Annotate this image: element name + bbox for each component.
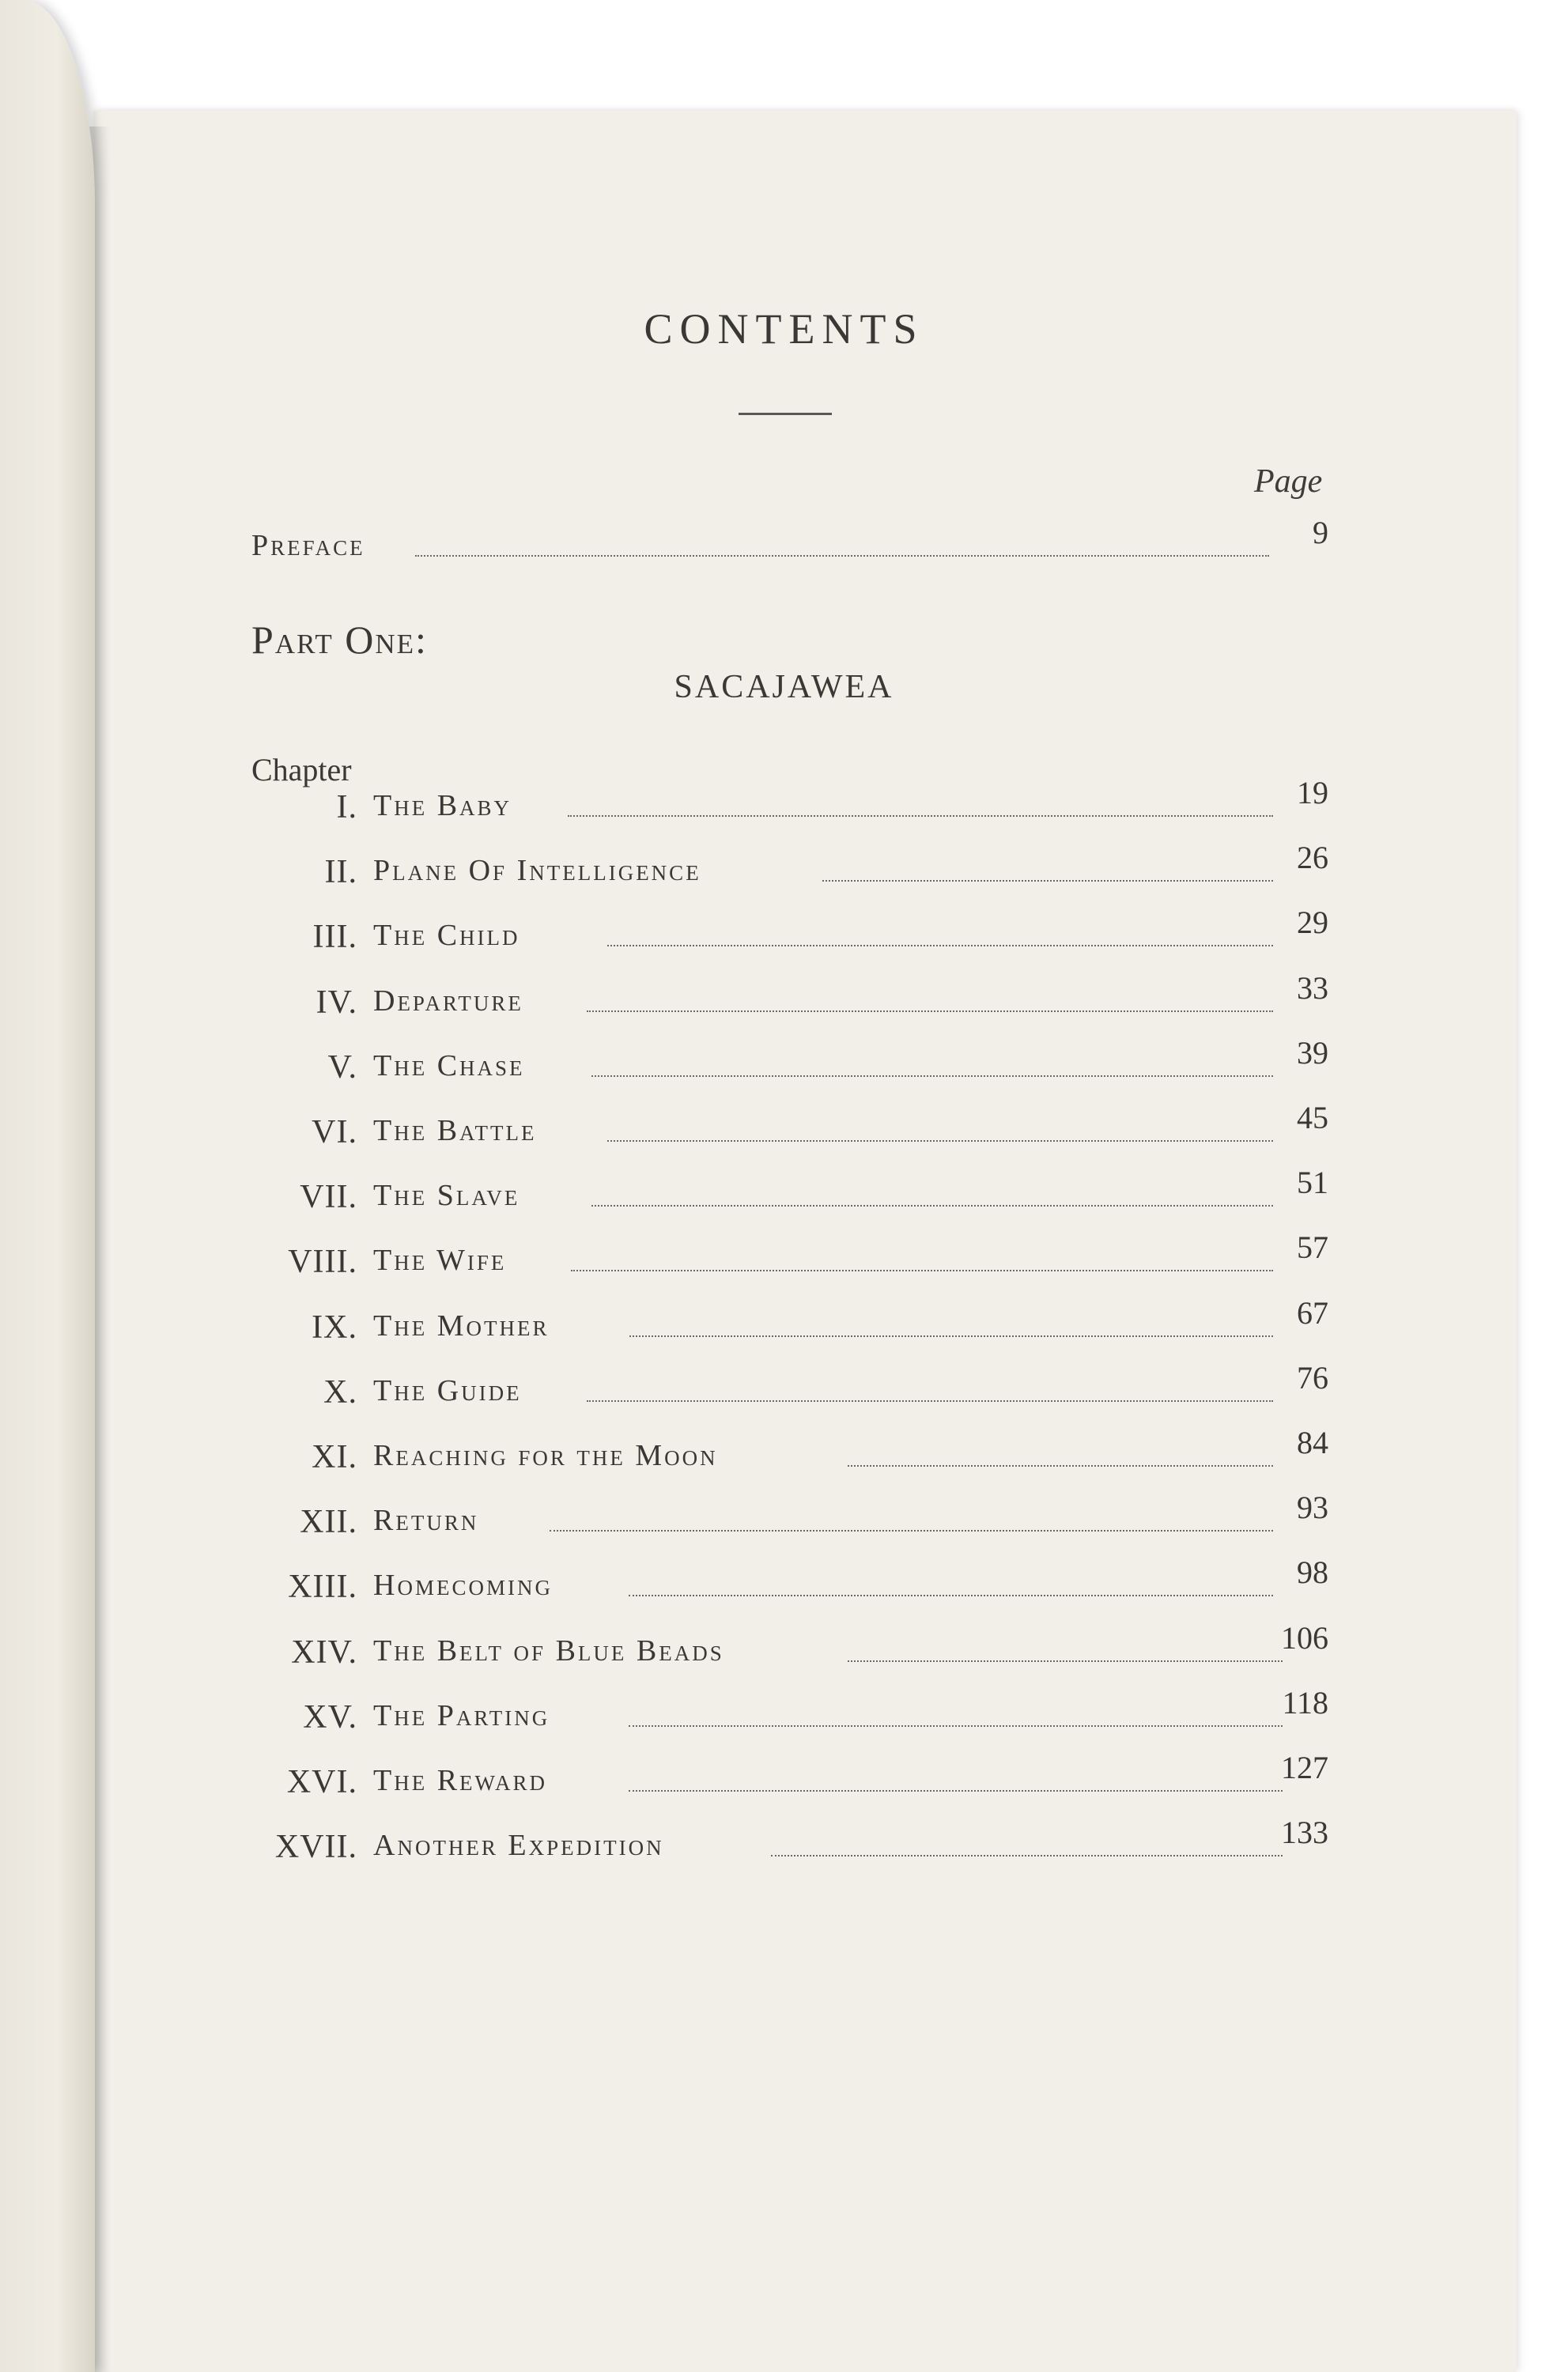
- dotted-leader: [591, 1205, 1273, 1207]
- part-label: Part One:: [251, 618, 428, 662]
- toc-chapter-number: VI.: [312, 1114, 357, 1150]
- toc-entry-title: The Belt of Blue Beads: [373, 1634, 724, 1668]
- toc-row: [0, 1684, 1568, 1743]
- toc-row: [0, 1359, 1568, 1418]
- toc-entry-title: The Child: [373, 919, 520, 953]
- toc-entry-page: 26: [1297, 840, 1328, 876]
- toc-entry-title: The Parting: [373, 1698, 550, 1732]
- toc-entry-title: The Reward: [373, 1764, 548, 1797]
- toc-entry-title: The Baby: [373, 789, 512, 822]
- toc-entry-page: 76: [1297, 1359, 1328, 1396]
- toc-entry-page: 51: [1297, 1165, 1328, 1201]
- chapter-column-label: Chapter: [251, 752, 352, 788]
- dotted-leader: [629, 1335, 1273, 1337]
- page-column-label: Page: [1254, 463, 1323, 500]
- toc-row: [0, 1619, 1568, 1678]
- toc-entry-title: Preface: [251, 529, 365, 562]
- dotted-leader: [415, 555, 1269, 557]
- dotted-leader: [848, 1465, 1273, 1467]
- toc-row: [0, 775, 1568, 833]
- toc-chapter-number: XI.: [312, 1439, 357, 1475]
- page-title: CONTENTS: [644, 305, 924, 353]
- toc-chapter-number: IX.: [312, 1309, 357, 1346]
- toc-chapter-number: II.: [324, 854, 357, 891]
- toc-row: [0, 1815, 1568, 1872]
- dotted-leader: [822, 880, 1273, 882]
- toc-chapter-number: X.: [323, 1373, 357, 1411]
- toc-entry-page: 106: [1281, 1619, 1328, 1656]
- dotted-leader: [568, 815, 1273, 817]
- toc-entry-title: The Chase: [373, 1048, 525, 1082]
- toc-entry-title: The Mother: [373, 1309, 550, 1343]
- toc-row: [0, 1490, 1568, 1547]
- toc-chapter-number: VIII.: [288, 1244, 357, 1281]
- toc-chapter-number: VII.: [300, 1179, 357, 1216]
- toc-chapter-number: III.: [312, 919, 357, 956]
- toc-entry-title: The Slave: [373, 1179, 520, 1213]
- dotted-leader: [771, 1855, 1283, 1856]
- toc-row-preface: [0, 515, 1568, 572]
- toc-chapter-number: V.: [327, 1048, 357, 1086]
- toc-row: [0, 969, 1568, 1028]
- toc-chapter-number: I.: [336, 789, 357, 825]
- toc-chapter-number: XVII.: [274, 1829, 357, 1866]
- toc-entry-title: The Battle: [373, 1114, 537, 1147]
- toc-chapter-number: XIII.: [288, 1569, 357, 1606]
- toc-chapter-number: IV.: [315, 984, 357, 1021]
- toc-entry-page: 45: [1297, 1100, 1328, 1135]
- toc-row: [0, 1100, 1568, 1158]
- dotted-leader: [629, 1790, 1283, 1792]
- toc-row: [0, 1165, 1568, 1222]
- toc-entry-page: 19: [1297, 775, 1328, 810]
- part-title: SACAJAWEA: [674, 669, 894, 705]
- dotted-leader: [587, 1400, 1273, 1402]
- toc-entry-page: 84: [1297, 1425, 1328, 1460]
- toc-entry-page: 98: [1297, 1554, 1328, 1591]
- toc-entry-title: Another Expedition: [373, 1829, 664, 1863]
- toc-entry-page: 127: [1281, 1750, 1328, 1785]
- toc-entry-page: 118: [1282, 1684, 1328, 1720]
- dotted-leader: [587, 1010, 1273, 1012]
- dotted-leader: [848, 1660, 1283, 1662]
- toc-chapter-number: XV.: [303, 1698, 357, 1736]
- toc-entry-page: 39: [1297, 1034, 1328, 1071]
- toc-row: [0, 1554, 1568, 1612]
- dotted-leader: [629, 1725, 1283, 1727]
- toc-row: [0, 905, 1568, 962]
- toc-entry-title: Plane Of Intelligence: [373, 854, 701, 888]
- toc-entry-page: 33: [1297, 969, 1328, 1006]
- toc-chapter-number: XII.: [300, 1504, 357, 1541]
- toc-row: [0, 840, 1568, 897]
- dotted-leader: [550, 1530, 1273, 1532]
- toc-row: [0, 1425, 1568, 1482]
- toc-entry-title: The Wife: [373, 1244, 507, 1278]
- toc-entry-title: Homecoming: [373, 1569, 553, 1603]
- toc-chapter-number: XIV.: [291, 1634, 357, 1671]
- toc-entry-page: 133: [1281, 1815, 1328, 1851]
- toc-row: [0, 1750, 1568, 1807]
- toc-entry-title: Departure: [373, 984, 523, 1018]
- toc-entry-page: 29: [1297, 905, 1328, 941]
- toc-row: [0, 1229, 1568, 1287]
- toc-row: [0, 1034, 1568, 1093]
- toc-entry-page: 9: [1313, 515, 1328, 550]
- toc-chapter-number: XVI.: [286, 1764, 357, 1800]
- dotted-leader: [571, 1270, 1273, 1271]
- toc-entry-page: 67: [1297, 1294, 1328, 1331]
- dotted-leader: [607, 1140, 1273, 1142]
- title-divider: [739, 413, 832, 415]
- dotted-leader: [607, 945, 1273, 946]
- toc-row: [0, 1294, 1568, 1353]
- toc-entry-page: 57: [1297, 1229, 1328, 1266]
- toc-entry-page: 93: [1297, 1490, 1328, 1526]
- dotted-leader: [629, 1595, 1273, 1596]
- toc-entry-title: Reaching for the Moon: [373, 1439, 718, 1472]
- dotted-leader: [591, 1075, 1273, 1077]
- toc-entry-title: The Guide: [373, 1373, 522, 1407]
- toc-entry-title: Return: [373, 1504, 479, 1538]
